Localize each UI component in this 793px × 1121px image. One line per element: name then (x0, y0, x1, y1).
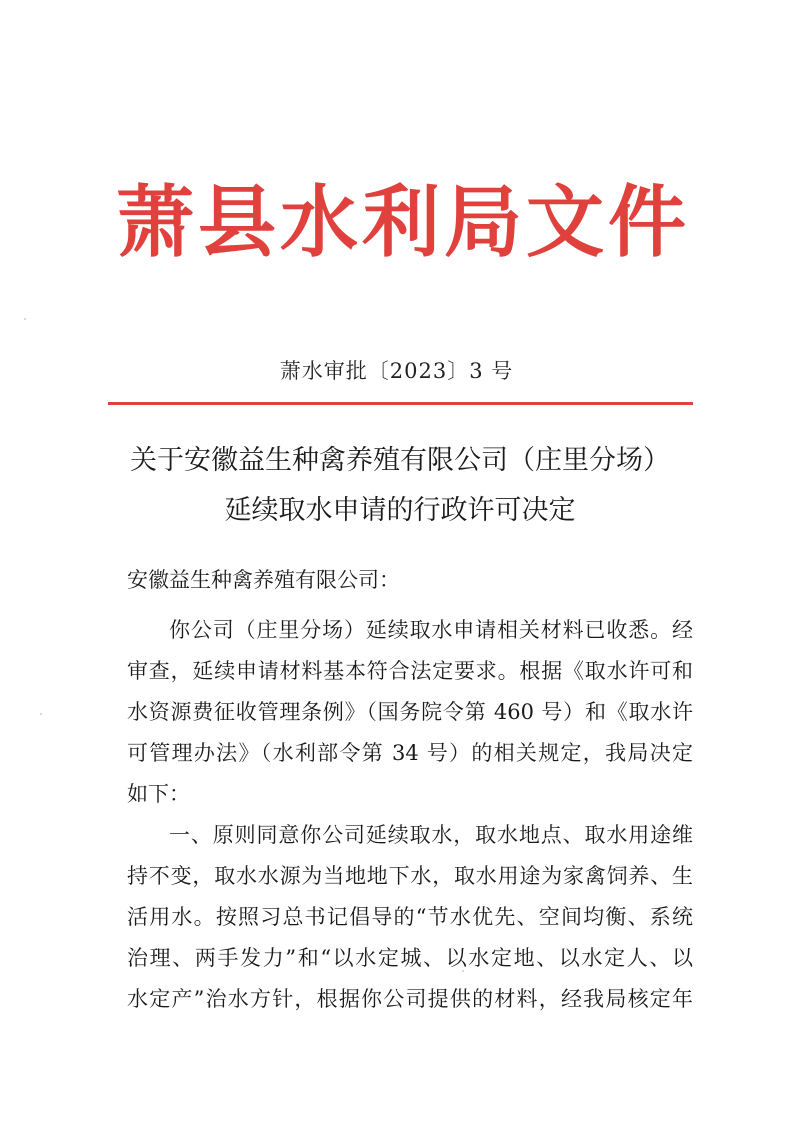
scan-speck (40, 713, 42, 715)
title-line-1: 关于安徽益生种禽养殖有限公司（庄里分场） (130, 445, 670, 476)
paragraph-line: 审查，延续申请材料基本符合法定要求。根据《取水许可和 (127, 659, 693, 683)
paragraph-line: 一、原则同意你公司延续取水，取水地点、取水用途维 (169, 823, 693, 847)
paragraph-line: 你公司（庄里分场）延续取水申请相关材料已收悉。经 (169, 618, 693, 642)
paragraph-line: 如下： (127, 782, 190, 806)
paragraph-line: 可管理办法》（水利部令第 34 号）的相关规定，我局决定 (127, 741, 693, 765)
paragraph-1 (127, 610, 693, 815)
document-number: 萧水审批〔2023〕3 号 (279, 359, 514, 383)
paragraph-line: 活用水。按照习总书记倡导的“节水优先、空间均衡、系统 (127, 905, 693, 929)
scan-speck (24, 318, 26, 320)
paragraph-line: 水资源费征收管理条例》（国务院令第 460 号）和《取水许 (127, 700, 693, 724)
paragraph-2 (127, 815, 693, 1020)
document-masthead: 萧县水利局文件 (115, 177, 690, 268)
salutation: 安徽益生种禽养殖有限公司： (127, 568, 400, 592)
scan-speck (462, 970, 464, 972)
paragraph-line: 持不变，取水水源为当地地下水，取水用途为家禽饲养、生 (127, 864, 693, 888)
paragraph-line: 水定产”治水方针，根据你公司提供的材料，经我局核定年 (127, 987, 693, 1011)
document-title (100, 436, 700, 536)
title-line-2: 延续取水申请的行政许可决定 (224, 495, 576, 526)
red-divider-rule (108, 402, 693, 405)
paragraph-line: 治理、两手发力”和“以水定城、以水定地、以水定人、以 (127, 946, 693, 970)
